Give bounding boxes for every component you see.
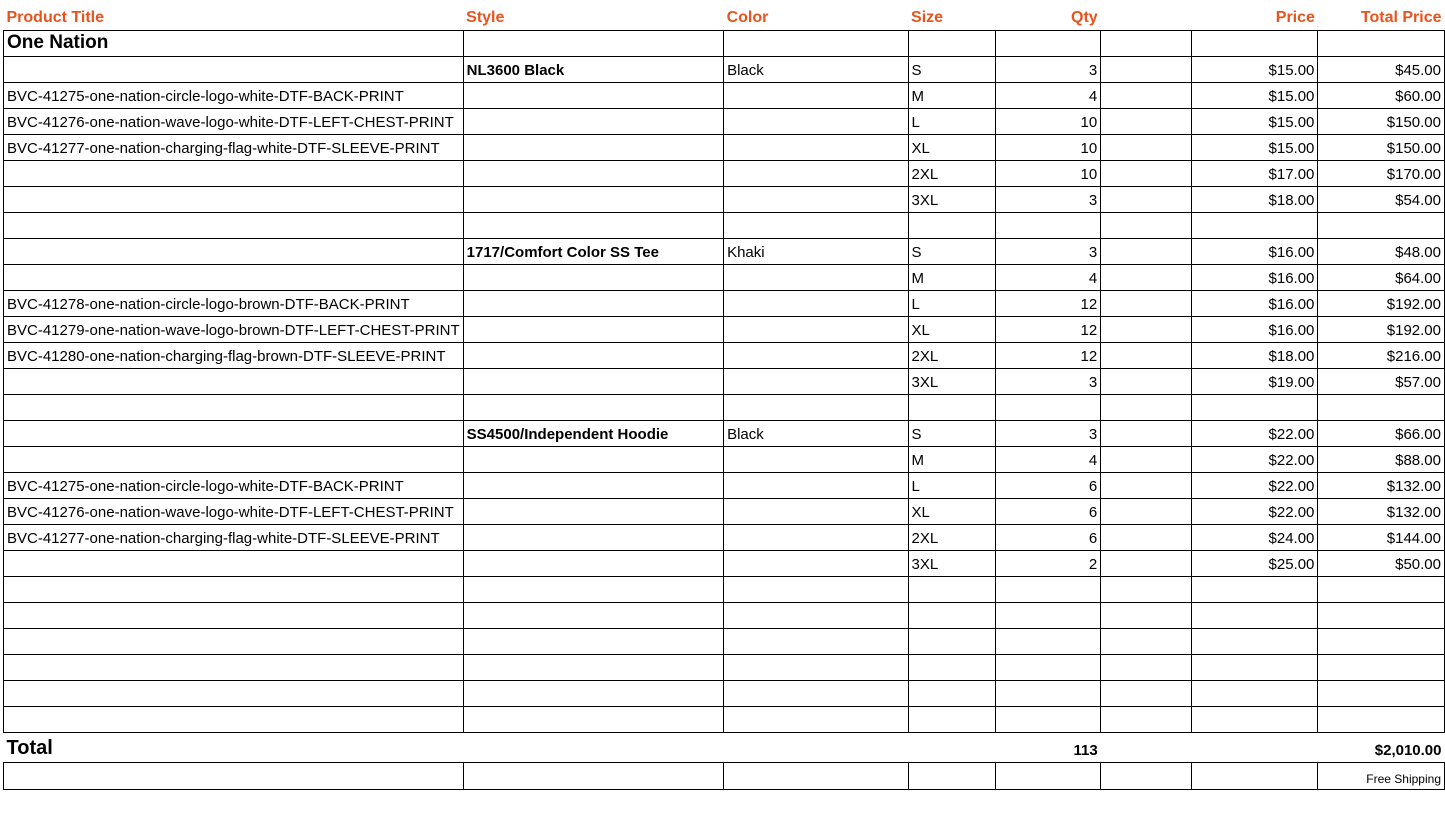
cell-style[interactable] xyxy=(463,291,723,317)
cell-style[interactable]: SS4500/Independent Hoodie xyxy=(463,421,723,447)
cell-price[interactable]: $22.00 xyxy=(1192,499,1318,525)
cell-size[interactable]: S xyxy=(908,239,995,265)
cell-size[interactable] xyxy=(908,629,995,655)
cell-price[interactable] xyxy=(1192,213,1318,239)
cell-qty[interactable]: 3 xyxy=(995,187,1100,213)
cell-product-title[interactable] xyxy=(4,57,464,83)
cell-color[interactable] xyxy=(724,577,908,603)
cell-blank[interactable] xyxy=(1101,603,1192,629)
cell-blank[interactable] xyxy=(1101,655,1192,681)
cell-price[interactable]: $22.00 xyxy=(1192,473,1318,499)
header-row xyxy=(4,4,1445,31)
cell-price[interactable]: $15.00 xyxy=(1192,135,1318,161)
cell-size[interactable]: M xyxy=(908,83,995,109)
cell-blank[interactable] xyxy=(1101,421,1192,447)
cell-style[interactable] xyxy=(463,473,723,499)
header-price: Price xyxy=(1275,9,1315,26)
cell-style[interactable] xyxy=(463,265,723,291)
table-row xyxy=(4,369,1445,395)
cell-product-title[interactable] xyxy=(4,395,464,421)
cell-product-title[interactable] xyxy=(4,369,464,395)
cell-product-title[interactable]: BVC-41276-one-nation-wave-logo-white-DTF-LEFT-CHEST-PRINT xyxy=(4,109,464,135)
cell-blank[interactable] xyxy=(1101,629,1192,655)
cell-size[interactable] xyxy=(908,213,995,239)
cell-style[interactable]: NL3600 Black xyxy=(463,57,723,83)
cell-blank[interactable] xyxy=(1101,733,1192,763)
cell-product-title[interactable] xyxy=(4,213,464,239)
cell-size[interactable] xyxy=(908,733,995,763)
cell-color[interactable]: Khaki xyxy=(724,239,908,265)
cell-style[interactable] xyxy=(463,135,723,161)
cell-price[interactable]: $25.00 xyxy=(1192,551,1318,577)
cell-price[interactable]: $18.00 xyxy=(1192,343,1318,369)
cell-size[interactable]: XL xyxy=(908,317,995,343)
cell-total[interactable] xyxy=(1318,31,1445,57)
cell-total-price[interactable]: $192.00 xyxy=(1318,317,1445,343)
table-row xyxy=(4,681,1445,707)
cell-style[interactable] xyxy=(463,603,723,629)
cell-size[interactable]: XL xyxy=(908,499,995,525)
group-title[interactable]: One Nation xyxy=(4,31,464,57)
cell-color[interactable] xyxy=(724,763,908,790)
cell-blank[interactable] xyxy=(1101,763,1192,790)
table-row xyxy=(4,707,1445,733)
cell-total-price[interactable]: $66.00 xyxy=(1318,421,1445,447)
cell-blank[interactable] xyxy=(1101,161,1192,187)
cell-product-title[interactable] xyxy=(4,551,464,577)
cell-product-title[interactable] xyxy=(4,161,464,187)
cell-price[interactable]: $19.00 xyxy=(1192,369,1318,395)
shipping-row xyxy=(4,763,1445,790)
cell-style[interactable] xyxy=(463,629,723,655)
cell-qty[interactable]: 6 xyxy=(995,525,1100,551)
cell-color[interactable] xyxy=(724,317,908,343)
cell-qty[interactable]: 3 xyxy=(995,421,1100,447)
cell-product-title[interactable] xyxy=(4,577,464,603)
cell-style[interactable] xyxy=(463,655,723,681)
cell-total-price[interactable] xyxy=(1318,655,1445,681)
cell-size[interactable]: M xyxy=(908,447,995,473)
cell-size[interactable] xyxy=(908,655,995,681)
cell-blank[interactable] xyxy=(1101,135,1192,161)
cell-price[interactable]: $15.00 xyxy=(1192,83,1318,109)
table-row xyxy=(4,447,1445,473)
table-row xyxy=(4,83,1445,109)
cell-product-title[interactable]: BVC-41277-one-nation-charging-flag-white-DTF-SLEEVE-PRINT xyxy=(4,525,464,551)
cell-blank[interactable] xyxy=(1101,343,1192,369)
cell-blank[interactable] xyxy=(1101,291,1192,317)
cell-style[interactable] xyxy=(463,447,723,473)
cell-color[interactable] xyxy=(724,447,908,473)
cell-total-price[interactable] xyxy=(1318,707,1445,733)
cell-style[interactable]: 1717/Comfort Color SS Tee xyxy=(463,239,723,265)
cell-style[interactable] xyxy=(463,369,723,395)
cell-qty[interactable]: 10 xyxy=(995,135,1100,161)
cell-blank[interactable] xyxy=(1101,83,1192,109)
cell-price[interactable]: $22.00 xyxy=(1192,447,1318,473)
cell-size[interactable]: M xyxy=(908,265,995,291)
cell-style[interactable] xyxy=(463,577,723,603)
cell-total-price[interactable]: $150.00 xyxy=(1318,109,1445,135)
cell-color[interactable] xyxy=(724,291,908,317)
cell-qty[interactable]: 10 xyxy=(995,161,1100,187)
cell-size[interactable]: 2XL xyxy=(908,343,995,369)
cell-product-title[interactable]: BVC-41276-one-nation-wave-logo-white-DTF-LEFT-CHEST-PRINT xyxy=(4,499,464,525)
cell-price[interactable] xyxy=(1192,603,1318,629)
cell-price[interactable] xyxy=(1192,733,1318,763)
cell-style[interactable] xyxy=(463,733,723,763)
cell-color[interactable] xyxy=(724,473,908,499)
cell-size[interactable] xyxy=(908,763,995,790)
cell-style[interactable] xyxy=(463,161,723,187)
cell-qty[interactable] xyxy=(995,213,1100,239)
cell-qty[interactable] xyxy=(995,395,1100,421)
table-row xyxy=(4,551,1445,577)
cell-total-price[interactable]: $64.00 xyxy=(1318,265,1445,291)
cell-qty[interactable]: 6 xyxy=(995,499,1100,525)
cell-price[interactable]: $16.00 xyxy=(1192,317,1318,343)
cell-blank[interactable] xyxy=(1101,681,1192,707)
table-row xyxy=(4,187,1445,213)
cell-total-price[interactable] xyxy=(1318,603,1445,629)
cell-style[interactable] xyxy=(463,187,723,213)
cell-style[interactable] xyxy=(463,83,723,109)
cell-total-price[interactable]: $54.00 xyxy=(1318,187,1445,213)
cell-color[interactable] xyxy=(724,733,908,763)
table-row xyxy=(4,603,1445,629)
cell-qty[interactable] xyxy=(995,655,1100,681)
cell-qty[interactable]: 3 xyxy=(995,239,1100,265)
cell-style[interactable] xyxy=(463,109,723,135)
cell-total-price[interactable]: $216.00 xyxy=(1318,343,1445,369)
table-row xyxy=(4,109,1445,135)
cell-blank[interactable] xyxy=(1101,473,1192,499)
cell-blank[interactable] xyxy=(1101,369,1192,395)
cell-total-price[interactable]: $192.00 xyxy=(1318,291,1445,317)
table-row xyxy=(4,317,1445,343)
cell-product-title[interactable] xyxy=(4,447,464,473)
cell-product-title[interactable] xyxy=(4,707,464,733)
cell-size[interactable]: S xyxy=(908,57,995,83)
cell-color[interactable] xyxy=(724,265,908,291)
cell-blank[interactable] xyxy=(1101,707,1192,733)
cell-product-title[interactable] xyxy=(4,265,464,291)
cell-size[interactable]: 2XL xyxy=(908,525,995,551)
cell-total-price[interactable]: $45.00 xyxy=(1318,57,1445,83)
shipping-note[interactable]: Free Shipping xyxy=(1318,763,1445,790)
cell-style[interactable] xyxy=(463,681,723,707)
cell-total-price[interactable]: $50.00 xyxy=(1318,551,1445,577)
cell-size[interactable] xyxy=(908,395,995,421)
cell-blank[interactable] xyxy=(1101,31,1192,57)
cell-size[interactable]: L xyxy=(908,473,995,499)
cell-product-title[interactable] xyxy=(4,603,464,629)
cell-style[interactable] xyxy=(463,395,723,421)
cell-size[interactable]: 3XL xyxy=(908,187,995,213)
cell-style[interactable] xyxy=(463,343,723,369)
cell-qty[interactable] xyxy=(995,577,1100,603)
table-row xyxy=(4,57,1445,83)
cell-price[interactable]: $15.00 xyxy=(1192,57,1318,83)
cell-qty[interactable]: 2 xyxy=(995,551,1100,577)
cell-color[interactable] xyxy=(724,629,908,655)
cell-blank[interactable] xyxy=(1101,447,1192,473)
cell-color[interactable] xyxy=(724,213,908,239)
cell-color[interactable] xyxy=(724,707,908,733)
cell-total-price[interactable] xyxy=(1318,629,1445,655)
table-row xyxy=(4,161,1445,187)
cell-color[interactable]: Black xyxy=(724,57,908,83)
cell-style[interactable] xyxy=(463,31,723,57)
cell-size[interactable]: S xyxy=(908,421,995,447)
cell-blank[interactable] xyxy=(1101,213,1192,239)
table-row xyxy=(4,655,1445,681)
cell-blank[interactable] xyxy=(1101,525,1192,551)
cell-total-price[interactable]: $132.00 xyxy=(1318,473,1445,499)
cell-total-price[interactable]: $60.00 xyxy=(1318,83,1445,109)
cell-color[interactable] xyxy=(724,31,908,57)
cell-price[interactable]: $24.00 xyxy=(1192,525,1318,551)
cell-blank[interactable] xyxy=(1101,239,1192,265)
cell-qty[interactable]: 4 xyxy=(995,447,1100,473)
cell-qty[interactable]: 4 xyxy=(995,265,1100,291)
cell-product-title[interactable]: BVC-41278-one-nation-circle-logo-brown-DTF-BACK-PRINT xyxy=(4,291,464,317)
cell-size[interactable]: L xyxy=(908,291,995,317)
cell-style[interactable] xyxy=(463,525,723,551)
cell-product-title[interactable] xyxy=(4,187,464,213)
cell-qty[interactable] xyxy=(995,603,1100,629)
cell-price[interactable] xyxy=(1192,681,1318,707)
cell-size[interactable]: XL xyxy=(908,135,995,161)
cell-price[interactable] xyxy=(1192,629,1318,655)
table-row xyxy=(4,499,1445,525)
cell-size[interactable] xyxy=(908,603,995,629)
cell-price[interactable] xyxy=(1192,395,1318,421)
cell-total-price[interactable]: $144.00 xyxy=(1318,525,1445,551)
cell-size[interactable] xyxy=(908,577,995,603)
table-row xyxy=(4,343,1445,369)
cell-price[interactable]: $16.00 xyxy=(1192,239,1318,265)
cell-size[interactable] xyxy=(908,681,995,707)
cell-qty[interactable]: 4 xyxy=(995,83,1100,109)
cell-total-price[interactable] xyxy=(1318,213,1445,239)
cell-product-title[interactable] xyxy=(4,239,464,265)
cell-title[interactable] xyxy=(4,763,464,790)
cell-price[interactable] xyxy=(1192,707,1318,733)
cell-size[interactable]: 3XL xyxy=(908,551,995,577)
cell-price[interactable]: $17.00 xyxy=(1192,161,1318,187)
group-row xyxy=(4,31,1445,57)
table-row xyxy=(4,213,1445,239)
cell-color[interactable] xyxy=(724,681,908,707)
cell-qty[interactable]: 12 xyxy=(995,343,1100,369)
cell-qty[interactable]: 12 xyxy=(995,317,1100,343)
cell-price[interactable]: $18.00 xyxy=(1192,187,1318,213)
table-row xyxy=(4,135,1445,161)
cell-color[interactable] xyxy=(724,655,908,681)
cell-color[interactable] xyxy=(724,187,908,213)
cell-price[interactable] xyxy=(1192,655,1318,681)
cell-color[interactable] xyxy=(724,525,908,551)
cell-product-title[interactable] xyxy=(4,681,464,707)
table-row xyxy=(4,577,1445,603)
cell-color[interactable] xyxy=(724,551,908,577)
header-total-price: Total Price xyxy=(1360,9,1442,26)
cell-size[interactable]: L xyxy=(908,109,995,135)
cell-product-title[interactable] xyxy=(4,655,464,681)
header-style: Style xyxy=(466,9,505,26)
cell-color[interactable] xyxy=(724,83,908,109)
cell-size[interactable] xyxy=(908,707,995,733)
cell-blank[interactable] xyxy=(1101,265,1192,291)
cell-product-title[interactable]: BVC-41275-one-nation-circle-logo-white-DTF-BACK-PRINT xyxy=(4,473,464,499)
cell-color[interactable] xyxy=(724,109,908,135)
cell-qty[interactable]: 10 xyxy=(995,109,1100,135)
cell-total-price[interactable]: $48.00 xyxy=(1318,239,1445,265)
cell-total-price[interactable]: $132.00 xyxy=(1318,499,1445,525)
cell-price[interactable]: $22.00 xyxy=(1192,421,1318,447)
cell-color[interactable]: Black xyxy=(724,421,908,447)
cell-total-price[interactable] xyxy=(1318,681,1445,707)
cell-product-title[interactable] xyxy=(4,629,464,655)
cell-color[interactable] xyxy=(724,161,908,187)
cell-blank[interactable] xyxy=(1101,317,1192,343)
cell-price[interactable] xyxy=(1192,31,1318,57)
cell-style[interactable] xyxy=(463,551,723,577)
table-row xyxy=(4,421,1445,447)
cell-style[interactable] xyxy=(463,499,723,525)
cell-style[interactable] xyxy=(463,763,723,790)
order-sheet xyxy=(3,4,1445,790)
cell-color[interactable] xyxy=(724,369,908,395)
cell-color[interactable] xyxy=(724,499,908,525)
cell-style[interactable] xyxy=(463,707,723,733)
table-row xyxy=(4,629,1445,655)
cell-qty[interactable] xyxy=(995,763,1100,790)
cell-blank[interactable] xyxy=(1101,395,1192,421)
cell-price[interactable]: $15.00 xyxy=(1192,109,1318,135)
cell-price[interactable] xyxy=(1192,763,1318,790)
cell-size[interactable]: 3XL xyxy=(908,369,995,395)
table-row xyxy=(4,473,1445,499)
cell-price[interactable] xyxy=(1192,577,1318,603)
total-label[interactable]: Total xyxy=(6,737,53,759)
cell-price[interactable]: $16.00 xyxy=(1192,265,1318,291)
cell-style[interactable] xyxy=(463,213,723,239)
cell-price[interactable]: $16.00 xyxy=(1192,291,1318,317)
header-size: Size xyxy=(911,9,944,26)
cell-total-price[interactable]: $57.00 xyxy=(1318,369,1445,395)
table-row xyxy=(4,395,1445,421)
header-qty: Qty xyxy=(1071,9,1098,26)
cell-qty[interactable] xyxy=(995,707,1100,733)
total-price[interactable]: $2,010.00 xyxy=(1374,742,1442,759)
cell-qty[interactable] xyxy=(995,629,1100,655)
cell-total-price[interactable]: $170.00 xyxy=(1318,161,1445,187)
cell-blank[interactable] xyxy=(1101,551,1192,577)
table-row xyxy=(4,525,1445,551)
cell-blank[interactable] xyxy=(1101,187,1192,213)
cell-blank[interactable] xyxy=(1101,577,1192,603)
cell-qty[interactable]: 12 xyxy=(995,291,1100,317)
cell-blank[interactable] xyxy=(1101,499,1192,525)
total-row xyxy=(4,733,1445,763)
cell-total-price[interactable]: $88.00 xyxy=(1318,447,1445,473)
header-product-title: Product Title xyxy=(6,9,104,26)
cell-product-title[interactable]: BVC-41275-one-nation-circle-logo-white-DTF-BACK-PRINT xyxy=(4,83,464,109)
cell-total-price[interactable] xyxy=(1318,577,1445,603)
cell-qty[interactable] xyxy=(995,681,1100,707)
cell-color[interactable] xyxy=(724,135,908,161)
cell-total-price[interactable] xyxy=(1318,395,1445,421)
table-row xyxy=(4,265,1445,291)
cell-product-title[interactable]: BVC-41280-one-nation-charging-flag-brown-DTF-SLEEVE-PRINT xyxy=(4,343,464,369)
cell-blank[interactable] xyxy=(1101,57,1192,83)
cell-blank[interactable] xyxy=(1101,109,1192,135)
cell-color[interactable] xyxy=(724,343,908,369)
cell-product-title[interactable] xyxy=(4,421,464,447)
cell-product-title[interactable]: BVC-41277-one-nation-charging-flag-white-DTF-SLEEVE-PRINT xyxy=(4,135,464,161)
total-qty[interactable]: 113 xyxy=(1073,742,1098,759)
header-blank xyxy=(1101,4,1192,31)
table-row xyxy=(4,291,1445,317)
cell-product-title[interactable]: BVC-41279-one-nation-wave-logo-brown-DTF-LEFT-CHEST-PRINT xyxy=(4,317,464,343)
cell-qty[interactable]: 3 xyxy=(995,57,1100,83)
header-color: Color xyxy=(726,9,769,26)
cell-style[interactable] xyxy=(463,317,723,343)
cell-total-price[interactable]: $150.00 xyxy=(1318,135,1445,161)
cell-color[interactable] xyxy=(724,603,908,629)
cell-color[interactable] xyxy=(724,395,908,421)
cell-size[interactable]: 2XL xyxy=(908,161,995,187)
cell-qty[interactable] xyxy=(995,31,1100,57)
order-table xyxy=(3,4,1445,790)
cell-size[interactable] xyxy=(908,31,995,57)
cell-qty[interactable]: 3 xyxy=(995,369,1100,395)
table-row xyxy=(4,239,1445,265)
cell-qty[interactable]: 6 xyxy=(995,473,1100,499)
